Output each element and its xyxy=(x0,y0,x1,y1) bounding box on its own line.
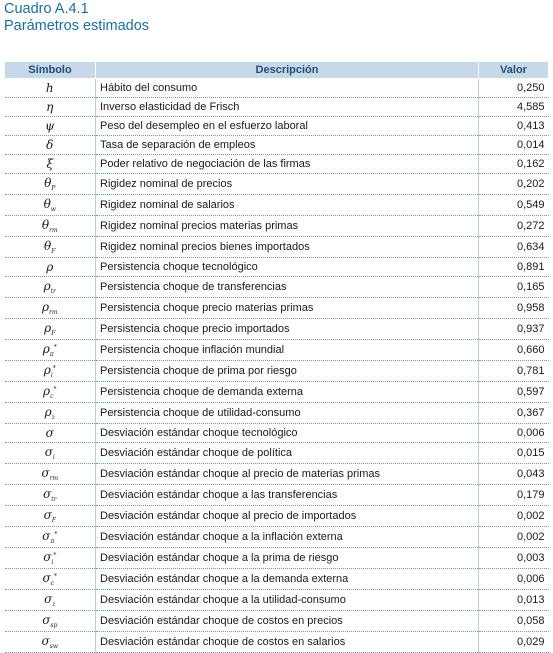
description-cell: Rigidez nominal precios materias primas xyxy=(96,216,479,237)
table-row xyxy=(5,382,549,403)
symbol-base: ρ xyxy=(43,279,51,293)
symbol-cell xyxy=(5,590,96,611)
description-cell: Persistencia choque precio importados xyxy=(96,319,479,340)
value-cell: 0,179 xyxy=(479,485,549,506)
description-cell: Peso del desempleo en el esfuerzo laboral xyxy=(96,117,479,136)
table-row xyxy=(5,464,549,485)
symbol-subscript: z xyxy=(52,601,56,608)
table-caption xyxy=(4,1,149,35)
description-cell: Persistencia choque de transferencias xyxy=(96,277,479,298)
symbol-cell xyxy=(5,443,96,464)
symbol-superscript: * xyxy=(52,365,56,372)
value-cell: 0,043 xyxy=(479,464,549,485)
table-row xyxy=(5,277,549,298)
symbol-base: ρ xyxy=(43,384,51,398)
table-row xyxy=(5,590,549,611)
symbol-cell xyxy=(5,464,96,485)
table-row xyxy=(5,216,549,237)
description-cell: Desviación estándar choque al precio de importados xyxy=(96,506,479,527)
description-cell: Desviación estándar choque a la prima de riesgo xyxy=(96,548,479,569)
symbol-base: σ xyxy=(42,571,51,585)
symbol-subscript: c xyxy=(50,580,55,587)
symbol-base: h xyxy=(45,81,54,95)
table-row xyxy=(5,632,549,653)
table-row xyxy=(5,443,549,464)
table-row xyxy=(5,319,549,340)
symbol-subscript: π xyxy=(50,538,55,545)
symbol-subscript: rm xyxy=(49,309,58,316)
symbol-base: θ xyxy=(43,197,51,211)
value-cell: 0,014 xyxy=(479,136,549,155)
symbol-cell xyxy=(5,79,96,98)
table-row xyxy=(5,403,549,424)
symbol-base: ρ xyxy=(42,342,50,356)
description-cell: Rigidez nominal de precios xyxy=(96,174,479,195)
header-symbol: Símbolo xyxy=(5,62,96,79)
value-cell: 0,165 xyxy=(479,277,549,298)
description-cell: Desviación estándar choque tecnológico xyxy=(96,424,479,443)
symbol-cell xyxy=(5,298,96,319)
value-cell: 4,585 xyxy=(479,98,549,117)
table-row xyxy=(5,485,549,506)
symbol-base: ρ xyxy=(41,300,49,314)
table-number: Cuadro A.4.1 xyxy=(4,1,89,17)
symbol-cell xyxy=(5,527,96,548)
symbol-base: σ xyxy=(44,592,53,606)
symbol-subscript: i xyxy=(51,559,54,566)
header-description: Descripción xyxy=(96,62,479,79)
table-row xyxy=(5,136,549,155)
symbol-subscript: tr xyxy=(51,496,57,503)
symbol-cell xyxy=(5,195,96,216)
description-cell: Desviación estándar choque a la demanda externa xyxy=(96,569,479,590)
description-cell: Desviación estándar choque al precio de materias primas xyxy=(96,464,479,485)
symbol-cell xyxy=(5,98,96,117)
symbol-cell xyxy=(5,485,96,506)
value-cell: 0,015 xyxy=(479,443,549,464)
value-cell: 0,162 xyxy=(479,155,549,174)
parameters-table xyxy=(4,61,549,653)
value-cell: 0,058 xyxy=(479,611,549,632)
symbol-base: σ xyxy=(42,529,51,543)
description-cell: Desviación estándar choque de política xyxy=(96,443,479,464)
symbol-subscript: F xyxy=(51,248,56,255)
symbol-cell xyxy=(5,611,96,632)
symbol-subscript: i xyxy=(52,454,55,461)
symbol-subscript: rm xyxy=(49,475,59,482)
description-cell: Persistencia choque de prima por riesgo xyxy=(96,361,479,382)
symbol-subscript: rm xyxy=(49,227,58,234)
table-row xyxy=(5,506,549,527)
value-cell: 0,002 xyxy=(479,527,549,548)
value-cell: 0,006 xyxy=(479,569,549,590)
symbol-cell xyxy=(5,277,96,298)
symbol-cell xyxy=(5,569,96,590)
symbol-base: σ xyxy=(43,508,52,522)
symbol-base: σ xyxy=(45,426,54,440)
value-cell: 0,549 xyxy=(479,195,549,216)
symbol-cell xyxy=(5,319,96,340)
description-cell: Persistencia choque de utilidad-consumo xyxy=(96,403,479,424)
description-cell: Hábito del consumo xyxy=(96,79,479,98)
description-cell: Poder relativo de negociación de las firmas xyxy=(96,155,479,174)
symbol-base: σ xyxy=(42,613,51,627)
table-row xyxy=(5,117,549,136)
value-cell: 0,597 xyxy=(479,382,549,403)
symbol-cell xyxy=(5,382,96,403)
symbol-base: ψ xyxy=(45,119,55,133)
table-row xyxy=(5,569,549,590)
description-cell: Persistencia choque inflación mundial xyxy=(96,340,479,361)
table-body xyxy=(5,79,549,653)
table-row xyxy=(5,340,549,361)
value-cell: 0,937 xyxy=(479,319,549,340)
symbol-base: ξ xyxy=(46,157,54,171)
table-row xyxy=(5,361,549,382)
value-cell: 0,958 xyxy=(479,298,549,319)
table-row xyxy=(5,611,549,632)
description-cell: Persistencia choque de demanda externa xyxy=(96,382,479,403)
symbol-cell xyxy=(5,216,96,237)
symbol-cell xyxy=(5,340,96,361)
table-row xyxy=(5,195,549,216)
value-cell: 0,660 xyxy=(479,340,549,361)
symbol-cell xyxy=(5,136,96,155)
table-row xyxy=(5,298,549,319)
symbol-cell xyxy=(5,506,96,527)
description-cell: Persistencia choque tecnológico xyxy=(96,258,479,277)
symbol-superscript: * xyxy=(53,552,57,559)
symbol-base: θ xyxy=(44,239,52,253)
symbol-base: σ xyxy=(44,445,53,459)
symbol-base: σ xyxy=(43,550,52,564)
symbol-base: σ xyxy=(43,487,52,501)
symbol-cell xyxy=(5,424,96,443)
value-cell: 0,006 xyxy=(479,424,549,443)
description-cell: Desviación estándar choque de costos en precios xyxy=(96,611,479,632)
symbol-subscript: F xyxy=(51,330,56,337)
description-cell: Tasa de separación de empleos xyxy=(96,136,479,155)
table-row xyxy=(5,155,549,174)
symbol-base: δ xyxy=(46,138,54,152)
value-cell: 0,002 xyxy=(479,506,549,527)
symbol-cell xyxy=(5,403,96,424)
value-cell: 0,413 xyxy=(479,117,549,136)
symbol-cell xyxy=(5,361,96,382)
symbol-subscript: sp xyxy=(50,622,58,629)
table-row xyxy=(5,237,549,258)
value-cell: 0,634 xyxy=(479,237,549,258)
symbol-cell xyxy=(5,155,96,174)
symbol-cell xyxy=(5,117,96,136)
symbol-subscript: i xyxy=(50,372,53,379)
table-row xyxy=(5,548,549,569)
description-cell: Desviación estándar choque a la utilidad-consumo xyxy=(96,590,479,611)
value-cell: 0,003 xyxy=(479,548,549,569)
description-cell: Desviación estándar choque a la inflación externa xyxy=(96,527,479,548)
table-title: Parámetros estimados xyxy=(4,18,150,34)
value-cell: 0,250 xyxy=(479,79,549,98)
table-row xyxy=(5,527,549,548)
table-row xyxy=(5,79,549,98)
symbol-base: σ xyxy=(41,634,50,648)
symbol-base: ρ xyxy=(43,363,51,377)
table-row xyxy=(5,174,549,195)
value-cell: 0,272 xyxy=(479,216,549,237)
symbol-superscript: * xyxy=(54,531,58,538)
symbol-base: η xyxy=(46,100,54,114)
symbol-superscript: * xyxy=(53,386,57,393)
description-cell: Desviación estándar choque a las transferencias xyxy=(96,485,479,506)
symbol-base: ρ xyxy=(44,321,52,335)
value-cell: 0,029 xyxy=(479,632,549,653)
symbol-cell xyxy=(5,548,96,569)
symbol-superscript: * xyxy=(53,344,57,351)
symbol-base: σ xyxy=(41,466,50,480)
value-cell: 0,891 xyxy=(479,258,549,277)
symbol-base: ρ xyxy=(44,405,52,419)
description-cell: Rigidez nominal precios bienes importados xyxy=(96,237,479,258)
description-cell: Inverso elasticidad de Frisch xyxy=(96,98,479,117)
description-cell: Rigidez nominal de salarios xyxy=(96,195,479,216)
table-row xyxy=(5,424,549,443)
symbol-base: θ xyxy=(41,218,50,232)
symbol-superscript: * xyxy=(54,573,58,580)
value-cell: 0,781 xyxy=(479,361,549,382)
symbol-subscript: sw xyxy=(49,643,58,650)
symbol-subscript: π xyxy=(49,351,54,358)
symbol-subscript: P xyxy=(51,185,56,192)
value-cell: 0,013 xyxy=(479,590,549,611)
symbol-subscript: tr xyxy=(50,288,56,295)
symbol-cell xyxy=(5,174,96,195)
symbol-cell xyxy=(5,632,96,653)
value-cell: 0,202 xyxy=(479,174,549,195)
description-cell: Persistencia choque precio materias primas xyxy=(96,298,479,319)
symbol-cell xyxy=(5,258,96,277)
table-row xyxy=(5,258,549,277)
value-cell: 0,367 xyxy=(479,403,549,424)
table-header-row xyxy=(5,62,549,79)
symbol-subscript: z xyxy=(51,414,55,421)
description-cell: Desviación estándar choque de costos en salarios xyxy=(96,632,479,653)
symbol-subscript: c xyxy=(50,393,54,400)
symbol-subscript: w xyxy=(50,206,56,213)
symbol-cell xyxy=(5,237,96,258)
table-row xyxy=(5,98,549,117)
header-value: Valor xyxy=(479,62,549,79)
symbol-base: ρ xyxy=(46,260,54,274)
symbol-subscript: F xyxy=(51,517,56,524)
symbol-base: θ xyxy=(44,176,52,190)
